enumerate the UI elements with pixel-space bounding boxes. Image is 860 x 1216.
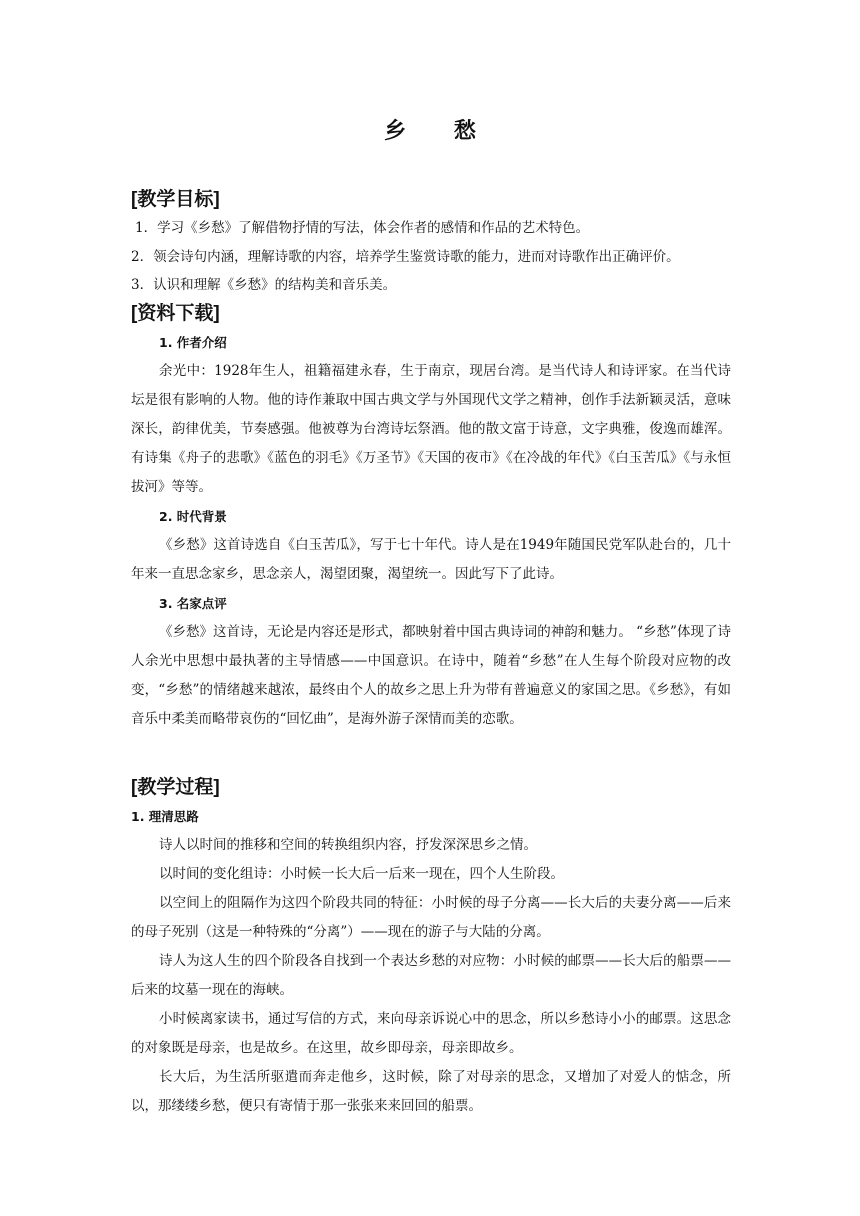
step1-heading: 1. 理清思路 [131, 808, 199, 824]
objective-item-2: 2．领会诗句内涵，理解诗歌的内容，培养学生鉴赏诗歌的能力，进而对诗歌作出正确评价。 [131, 248, 680, 265]
reviews-heading: 3. 名家点评 [159, 595, 227, 611]
background-heading: 2. 时代背景 [159, 508, 227, 524]
objective-item-3: 3．认识和理解《乡愁》的结构美和音乐美。 [131, 277, 397, 293]
objectives-heading: [教学目标] [131, 189, 220, 210]
document-body [131, 186, 731, 1121]
document-title: 乡 愁 [384, 118, 496, 144]
background-text: 《乡愁》这首诗选自《白玉苦瓜》，写于七十年代。诗人是在1949年随国民党军队赴台的，几十年来一直思念家乡，思念亲人，渴望团聚，渴望统一。因此写下了此诗。 [131, 536, 731, 582]
reviews-text: 《乡愁》这首诗，无论是内容还是形式，都映射着中国古典诗词的神韵和魅力。 “乡愁”体现了诗人余光中思想中最执著的主导情感——中国意识。在诗中，随着“乡愁”在人生每个阶段对应物的改变，“乡愁”的情绪越来越浓，最终由个人的故乡之思上升为带有普遍意义的家国之思。《乡愁》，有如音乐中柔美而略带哀伤的“回忆曲”，是海外游子深情而美的恋歌。 [131, 623, 731, 727]
author-intro-text: 余光中：1928年生人，祖籍福建永春，生于南京，现居台湾。是当代诗人和诗评家。在当代诗坛是很有影响的人物。他的诗作兼取中国古典文学与外国现代文学之精神，创作手法新颖灵活，意味深长，韵律优美，节奏感强。他被尊为台湾诗坛祭酒。他的散文富于诗意，文字典雅，俊逸而雄浑。有诗集《舟子的悲歌》《蓝色的羽毛》《万圣节》《天国的夜市》《在冷战的年代》《白玉苦瓜》《与永恒拔河》等等。 [131, 362, 731, 495]
step1-paragraph: 以空间上的阻隔作为这四个阶段共同的特征：小时候的母子分离——长大后的夫妻分离——后来的母子死别（这是一种特殊的“分离”）——现在的游子与大陆的分离。 [131, 894, 731, 940]
step1-paragraph: 长大后，为生活所驱遣而奔走他乡，这时候，除了对母亲的思念，又增加了对爱人的惦念，所以，那缕缕乡愁，便只有寄情于那一张张来来回回的船票。 [131, 1068, 731, 1114]
objective-item-1: 1．学习《乡愁》了解借物抒情的写法，体会作者的感情和作品的艺术特色。 [135, 220, 590, 236]
step1-paragraph: 诗人以时间的推移和空间的转换组织内容，抒发深深思乡之情。 [159, 836, 537, 853]
step1-paragraph: 小时候离家读书，通过写信的方式，来向母亲诉说心中的思念，所以乡愁诗小小的邮票。这思念的对象既是母亲，也是故乡。在这里，故乡即母亲，母亲即故乡。 [131, 1010, 731, 1056]
step1-paragraph: 诗人为这人生的四个阶段各自找到一个表达乡愁的对应物：小时候的邮票——长大后的船票——后来的坟墓一现在的海峡。 [131, 952, 731, 998]
process-heading: [教学过程] [131, 776, 220, 798]
materials-heading: [资料下载] [131, 302, 220, 324]
step1-paragraph: 以时间的变化组诗：小时候一长大后一后来一现在，四个人生阶段。 [159, 865, 564, 882]
author-intro-heading: 1. 作者介绍 [159, 334, 227, 350]
